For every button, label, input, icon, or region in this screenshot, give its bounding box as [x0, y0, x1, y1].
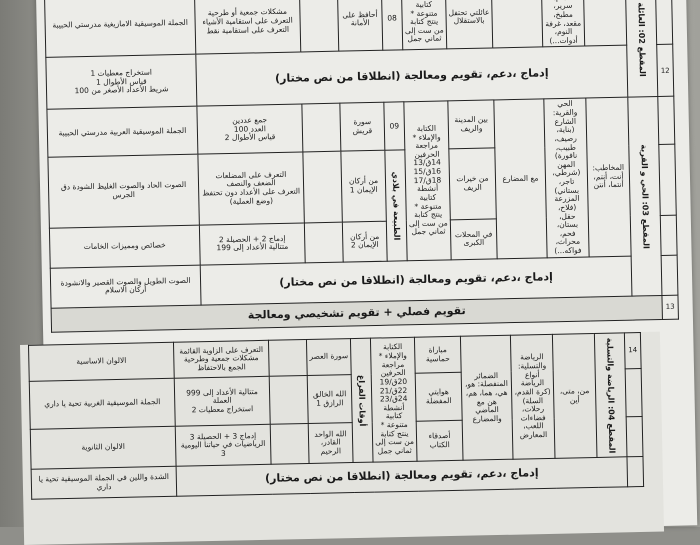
cell-music: الصوت الحاد والصوت الغليظ الشودة دق الجرس	[48, 155, 199, 228]
cell-civic	[304, 222, 343, 263]
row-number	[661, 255, 678, 295]
cell-civic	[299, 0, 338, 52]
cell-reading: بين المدينة والريف	[448, 100, 495, 149]
cell-math: مشكلات جمعية أو طرحية التعرف على استقامية الأشياء التعرف على استقامية نقط	[194, 0, 300, 55]
cell-music: الجملة الموسيقية الغربية تحية يا داري	[29, 378, 175, 429]
cell-vocab: سرير، مطبخ، مقعد، غرفة النوم، أدوات...)	[541, 0, 584, 47]
cell-math: متتالية الأعداد إلى 999 العملة استخراج معطيات 2	[174, 376, 270, 426]
cell-week: 09	[384, 102, 405, 150]
cell-civic	[268, 339, 307, 376]
cell-week: 08	[381, 0, 402, 51]
segment-label: المقطع 03: الحي و القرية	[628, 97, 662, 296]
cell-vocab: الرياضة والتسلية: أنواع الرياضة (كرة القدم، السلة) رحلات، فضاءات اللعب، المعارض	[510, 334, 555, 459]
cell-reading: أصدقاء الكتاب	[416, 420, 463, 461]
cell-civic	[302, 104, 341, 153]
cell-civic	[269, 375, 308, 424]
cell-writing: كتابية متنوعة * ينتج كتابة من ست إلى ثماني جمل	[401, 0, 446, 50]
cell-reading: هوايتي المفضلة	[415, 372, 462, 421]
row-number	[625, 368, 642, 416]
cell-civic	[303, 152, 342, 223]
cell-writing: الكتابة والإملاء * مراجعة الحرفين 20ق/19 22ق/21 24ق/23 أنشطة كتابية متنوعة * ينتج كتابة من ست إلى ثماني جمل	[370, 337, 417, 462]
cell-structures	[491, 0, 542, 48]
cell-math: التعرف على الزاوية القائمة مشكلات جمعية وطرحية الجمع بالاحتفاظ	[173, 340, 269, 378]
row-number	[655, 0, 672, 45]
cell-islamic: من أركان الإيمان 1	[341, 151, 386, 222]
row-number	[659, 145, 676, 216]
cell-music: الالوان الاساسية	[29, 342, 175, 381]
cell-music: الشدة واللين في الجملة الموسيقية تحية يا داري	[31, 466, 177, 499]
cell-reading: مباراة حماسية	[414, 336, 461, 373]
cell-math: جمع عددين العدد 100 قياس الأطوال 2	[197, 104, 303, 154]
row-number	[626, 416, 643, 456]
cell-music: الصوت الطويل والصوت القصير والانشودة أركان الاسلام	[50, 265, 201, 308]
cell-islamic: سورة قريش	[340, 103, 385, 152]
segment-label: المقطع 04: الرياضة والتسلية	[594, 333, 627, 458]
row-number: 12	[657, 45, 674, 97]
cell-vocab: الحي والقرية: الشارع (بناية، رصيف، طبيب، نافورة) المهن (شرطي، تاجر، بستاني) المزرعة (فلاح، حقل، بستان، فحم، محراث، فواكه...)	[544, 98, 589, 257]
cell-writing: الكتابة والإملاء * مراجعة الحرفين 14ق/13 16ق/15 18ق/17 أنشطة كتابية متنوعة * ينتج كتابة من ست إلى ثماني جمل	[404, 101, 451, 260]
integration-row: إدماج ،دعم، تقويم ومعالجة (انطلاقا من نص مختار)	[196, 46, 628, 107]
cell-music: الجملة الموسيقية الامازيغية مدرستي الحبيبة	[45, 0, 196, 58]
cell-music: الجملة الموسيقية العربية مدرستي الحبيبة	[47, 107, 198, 158]
cell-islamic: أحافظ على الأمانة	[337, 0, 382, 52]
cell-reading: من خيرات الريف	[449, 148, 496, 219]
cell-math: إدماج 3 + الحصيلة 3 الرياضيات في حياتنا اليومية 3	[175, 424, 271, 466]
cell-week-vertical: أوقات الفراغ	[350, 338, 373, 462]
curriculum-table-bottom	[28, 332, 644, 500]
integration-row: إدماج ،دعم، تقويم ومعالجة (انطلاقا من نص مختار)	[200, 256, 632, 305]
cell-resources: من، متى، أين	[552, 333, 597, 458]
cell-islamic: من أركان الإيمان 2	[342, 221, 387, 262]
segment-label: المقطع 02: العائلة	[625, 0, 657, 98]
cell-reading: عائلتي تحتفل بالاستقلال	[445, 0, 492, 49]
cell-resources: المخاطب: أنت، أنتم، أنتما، أنتن	[586, 98, 631, 257]
cell-islamic: سورة العصر	[306, 339, 351, 376]
cell-week-vertical: الطبيعة في بلادي	[385, 150, 407, 261]
cell-structures: مع المضارع	[494, 99, 547, 258]
row-number	[660, 215, 677, 255]
cell-islamic: الله الخالق الرازق 1	[307, 375, 352, 424]
cell-math: التعرف على المضلعات الضعف والنصف التعرف على الأعداد دون تحتفظ (وضع العملية)	[198, 152, 304, 224]
row-number	[658, 97, 675, 145]
cell-islamic: الله الواحد القادر، الرحيم	[308, 423, 353, 464]
cell-music: الالوان الثانوية	[30, 426, 176, 469]
cell-resources	[583, 0, 626, 46]
cell-reading: في المحلات الكبرى	[450, 219, 497, 260]
row-number	[627, 456, 644, 486]
cell-civic	[270, 423, 309, 464]
cell-math: إدماج 2 + الحصيلة 2 متتالية الأعداد إلى 199	[199, 223, 305, 265]
row-number: 13	[662, 295, 678, 319]
curriculum-table	[44, 0, 679, 332]
paper-sheet-bottom	[20, 332, 664, 545]
row-number: 14	[624, 333, 641, 369]
cell-structures: الضمائر المنفصلة: هو، هي، هما، هم، هن مع الماضي والمضارع	[460, 335, 513, 460]
assessment-row: تقويم فصلي + تقويم تشخيصي ومعالجة	[51, 295, 662, 332]
cell-music: خصائص ومميزات الخامات	[49, 225, 200, 268]
integration-row: إدماج ،دعم، تقويم ومعالجة (انطلاقا من نص مختار)	[176, 457, 628, 496]
cell-math: استخراج معطيات 1 قياس الأطوال 1 شريط الأعداد الأصغر من 100	[46, 55, 197, 110]
